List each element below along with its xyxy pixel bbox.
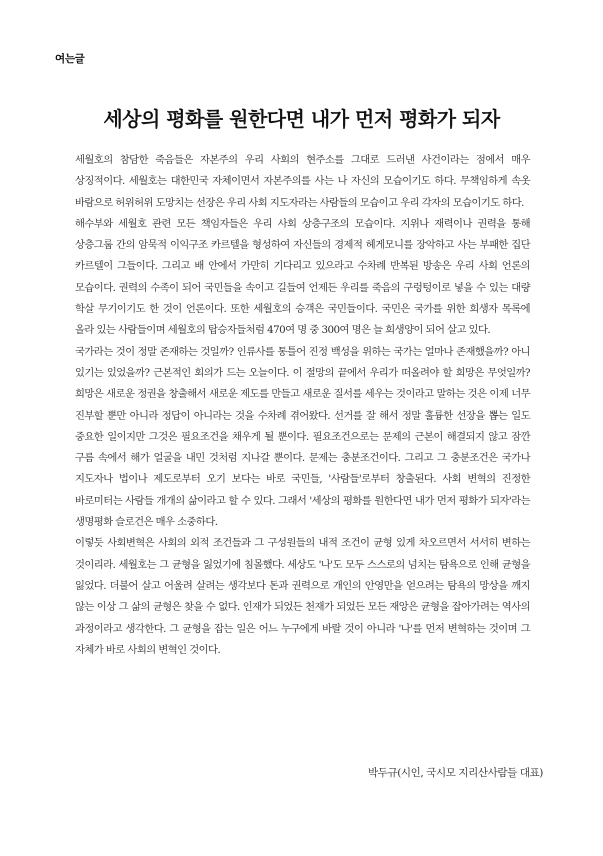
author-signature: 박두규(시인, 국시모 지리산사람들 대표) (367, 767, 543, 779)
page-title: 세상의 평화를 원한다면 내가 먼저 평화가 되자 (103, 107, 500, 132)
paragraph-2: 해수부와 세월호 관련 모든 책임자들은 우리 사회 상층구조의 모습이다. 지위나 재력이나 권력을 통해 상층그룹 간의 암묵적 이익구조 카르텔을 형성하여 자신들의 경제적 헤게모니를 장악하고 사는 부패한 집단 카르텔이 그들이다. 그리고 배 안에서 가만히 기다리고 있으라고 수차례 반복된 방송은 우리 사회 언론의 모습이다. 권력의 수족이 되어 국민들을 속이고 길들여 언제든 우리를 죽음의 구렁텅이로 넣을 수 있는 대량 학살 무기이기도 한 것이 언론이다. 또한 세월호의 승객은 국민들이다. 국민은 국가를 위한 희생자 목록에 올라 있는 사람들이며 세월호의 탑승자들처럼 470여 명 중 300여 명은 늘 희생양이 되어 살고 있다. (75, 217, 530, 337)
section-label: 여는글 (55, 53, 85, 65)
paragraph-3: 국가라는 것이 정말 존재하는 것일까? 인류사를 통틀어 진정 백성을 위하는 국가는 얼마나 존재했을까? 아니 있기는 있었을까? 근본적인 회의가 드는 오늘이다. 이 절망의 끝에서 우리가 떠올려야 할 희망은 무엇일까? 희망은 새로운 정권을 창출해서 새로운 제도를 만들고 새로운 질서를 세우는 것이라고 말하는 것은 이제 너무 진부할 뿐만 아니라 정답이 아니라는 것을 수차례 겪어왔다. 선거를 잘 해서 정말 훌륭한 선장을 뽑는 일도 중요한 일이지만 그것은 필요조건을 채우게 될 뿐이다. 필요조건으로는 문제의 근본이 해결되지 않고 잠깐 구름 속에서 해가 얼굴을 내민 것처럼 지나갈 뿐이다. 문제는 충분조건이다. 그리고 그 충분조건은 국가나 지도자나 법이나 제도로부터 오기 보다는 바로 국민들, '사람들'로부터 창출된다. 사회 변혁의 진정한 바로미터는 사람들 개개의 삶이라고 할 수 있다. 그래서 '세상의 평화를 원한다면 내가 먼저 평화가 되자'라는 생명평화 슬로건은 매우 소중하다. (75, 345, 530, 529)
paragraph-4: 이렇듯 사회변혁은 사회의 외적 조건들과 그 구성원들의 내적 조건이 균형 있게 차오르면서 서서히 변하는 것이리라. 세월호는 그 균형을 잃었기에 침몰했다. 세상도 '나'도 모두 스스로의 넘치는 탐욕으로 인해 균형을 잃었다. 더불어 살고 어울려 살려는 생각보다 돈과 권력으로 개인의 안영만을 얻으려는 탐욕의 망상을 깨지 않는 이상 그 삶의 균형은 찾을 수 없다. 인재가 되었든 천재가 되었든 모든 재앙은 균형을 잡아가려는 역사의 과정이라고 생각한다. 그 균형을 잡는 일은 어느 누구에게 바랄 것이 아니라 '나'를 먼저 변혁하는 것이며 그 자체가 바로 사회의 변혁인 것이다. (75, 537, 530, 656)
article-body (75, 150, 530, 661)
paragraph-1: 세월호의 참담한 죽음들은 자본주의 우리 사회의 현주소를 그대로 드러낸 사건이라는 점에서 매우 상징적이다. 세월호는 대한민국 자체이면서 자본주의를 사는 나 자신의 모습이기도 하다. 무책임하게 속옷 바람으로 허위허위 도망치는 선장은 우리 사회 지도자라는 사람들의 모습이고 우리 각자의 모습이기도 하다. (75, 154, 530, 209)
